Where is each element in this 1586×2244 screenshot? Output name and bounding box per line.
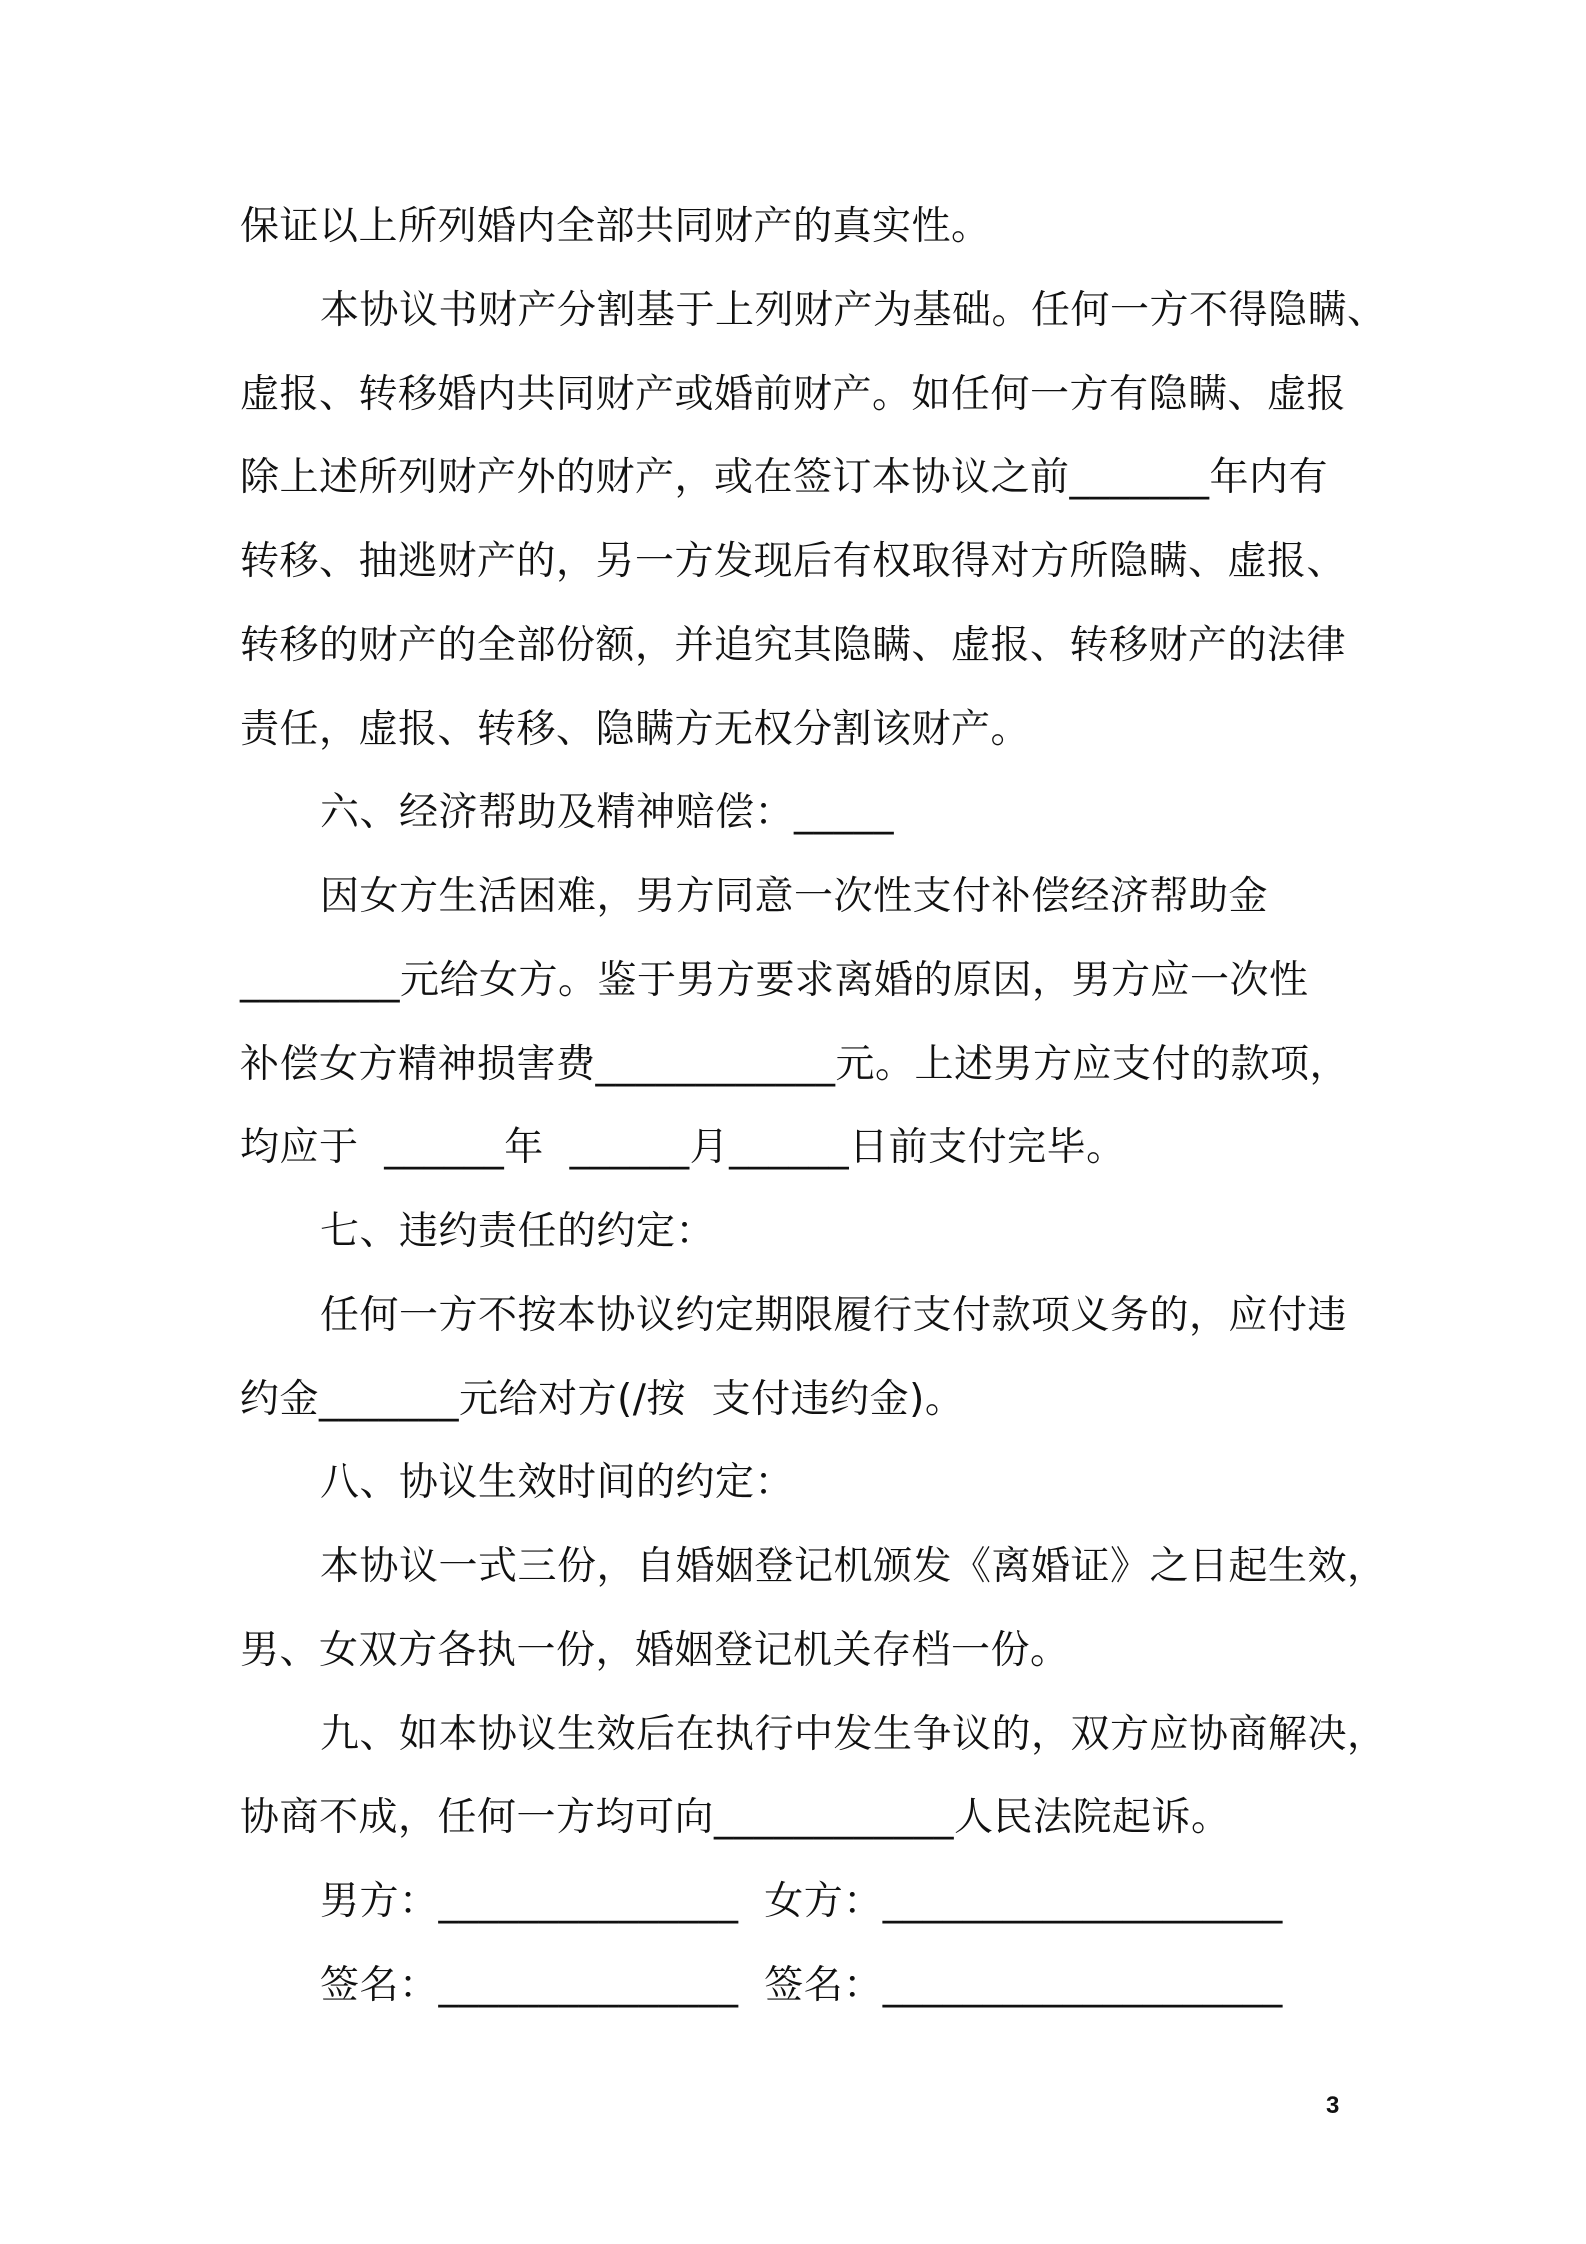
text-line-7: 责任，虚报、转移、隐瞒方无权分割该财产。 [240,707,1031,752]
text-line-14: 任何一方不按本协议约定期限履行支付款项义务的，应付违 [320,1293,1348,1338]
signature-name-line: 签名：_______________ 签名：____________________ [320,1963,1283,2008]
text-line-12: 均应于 ______年 ______月______日前支付完毕。 [240,1125,1126,1170]
text-line-4: 除上述所列财产外的财产，或在签订本协议之前_______年内有 [240,455,1329,500]
text-line-2: 本协议书财产分割基于上列财产为基础。任何一方不得隐瞒、 [320,288,1387,333]
text-line-9: 因女方生活困难，男方同意一次性支付补偿经济帮助金 [320,874,1269,919]
text-line-5: 转移、抽逃财产的，另一方发现后有权取得对方所隐瞒、虚报、 [240,539,1347,584]
signature-party-line: 男方：_______________ 女方：____________________ [320,1879,1283,1924]
text-line-10: ________元给女方。鉴于男方要求离婚的原因，男方应一次性 [240,958,1309,1003]
page-number: 3 [1326,2092,1340,2119]
text-line-15: 约金_______元给对方(/按 支付违约金)。 [240,1377,965,1422]
text-line-11: 补偿女方精神损害费____________元。上述男方应支付的款项， [240,1042,1350,1087]
section-heading-8: 八、协议生效时间的约定： [320,1460,795,1505]
text-line-20: 协商不成，任何一方均可向____________人民法院起诉。 [240,1795,1231,1840]
text-line-1: 保证以上所列婚内全部共同财产的真实性。 [240,204,991,249]
section-heading-7: 七、违约责任的约定： [320,1209,716,1254]
text-line-18: 男、女双方各执一份，婚姻登记机关存档一份。 [240,1628,1070,1673]
text-line-3: 虚报、转移婚内共同财产或婚前财产。如任何一方有隐瞒、虚报 [240,372,1347,417]
text-line-6: 转移的财产的全部份额，并追究其隐瞒、虚报、转移财产的法律 [240,623,1347,668]
text-line-17: 本协议一式三份，自婚姻登记机颁发《离婚证》之日起生效， [320,1544,1387,1589]
section-heading-6: 六、经济帮助及精神赔偿：_____ [320,790,895,835]
section-heading-9: 九、如本协议生效后在执行中发生争议的，双方应协商解决， [320,1712,1387,1757]
